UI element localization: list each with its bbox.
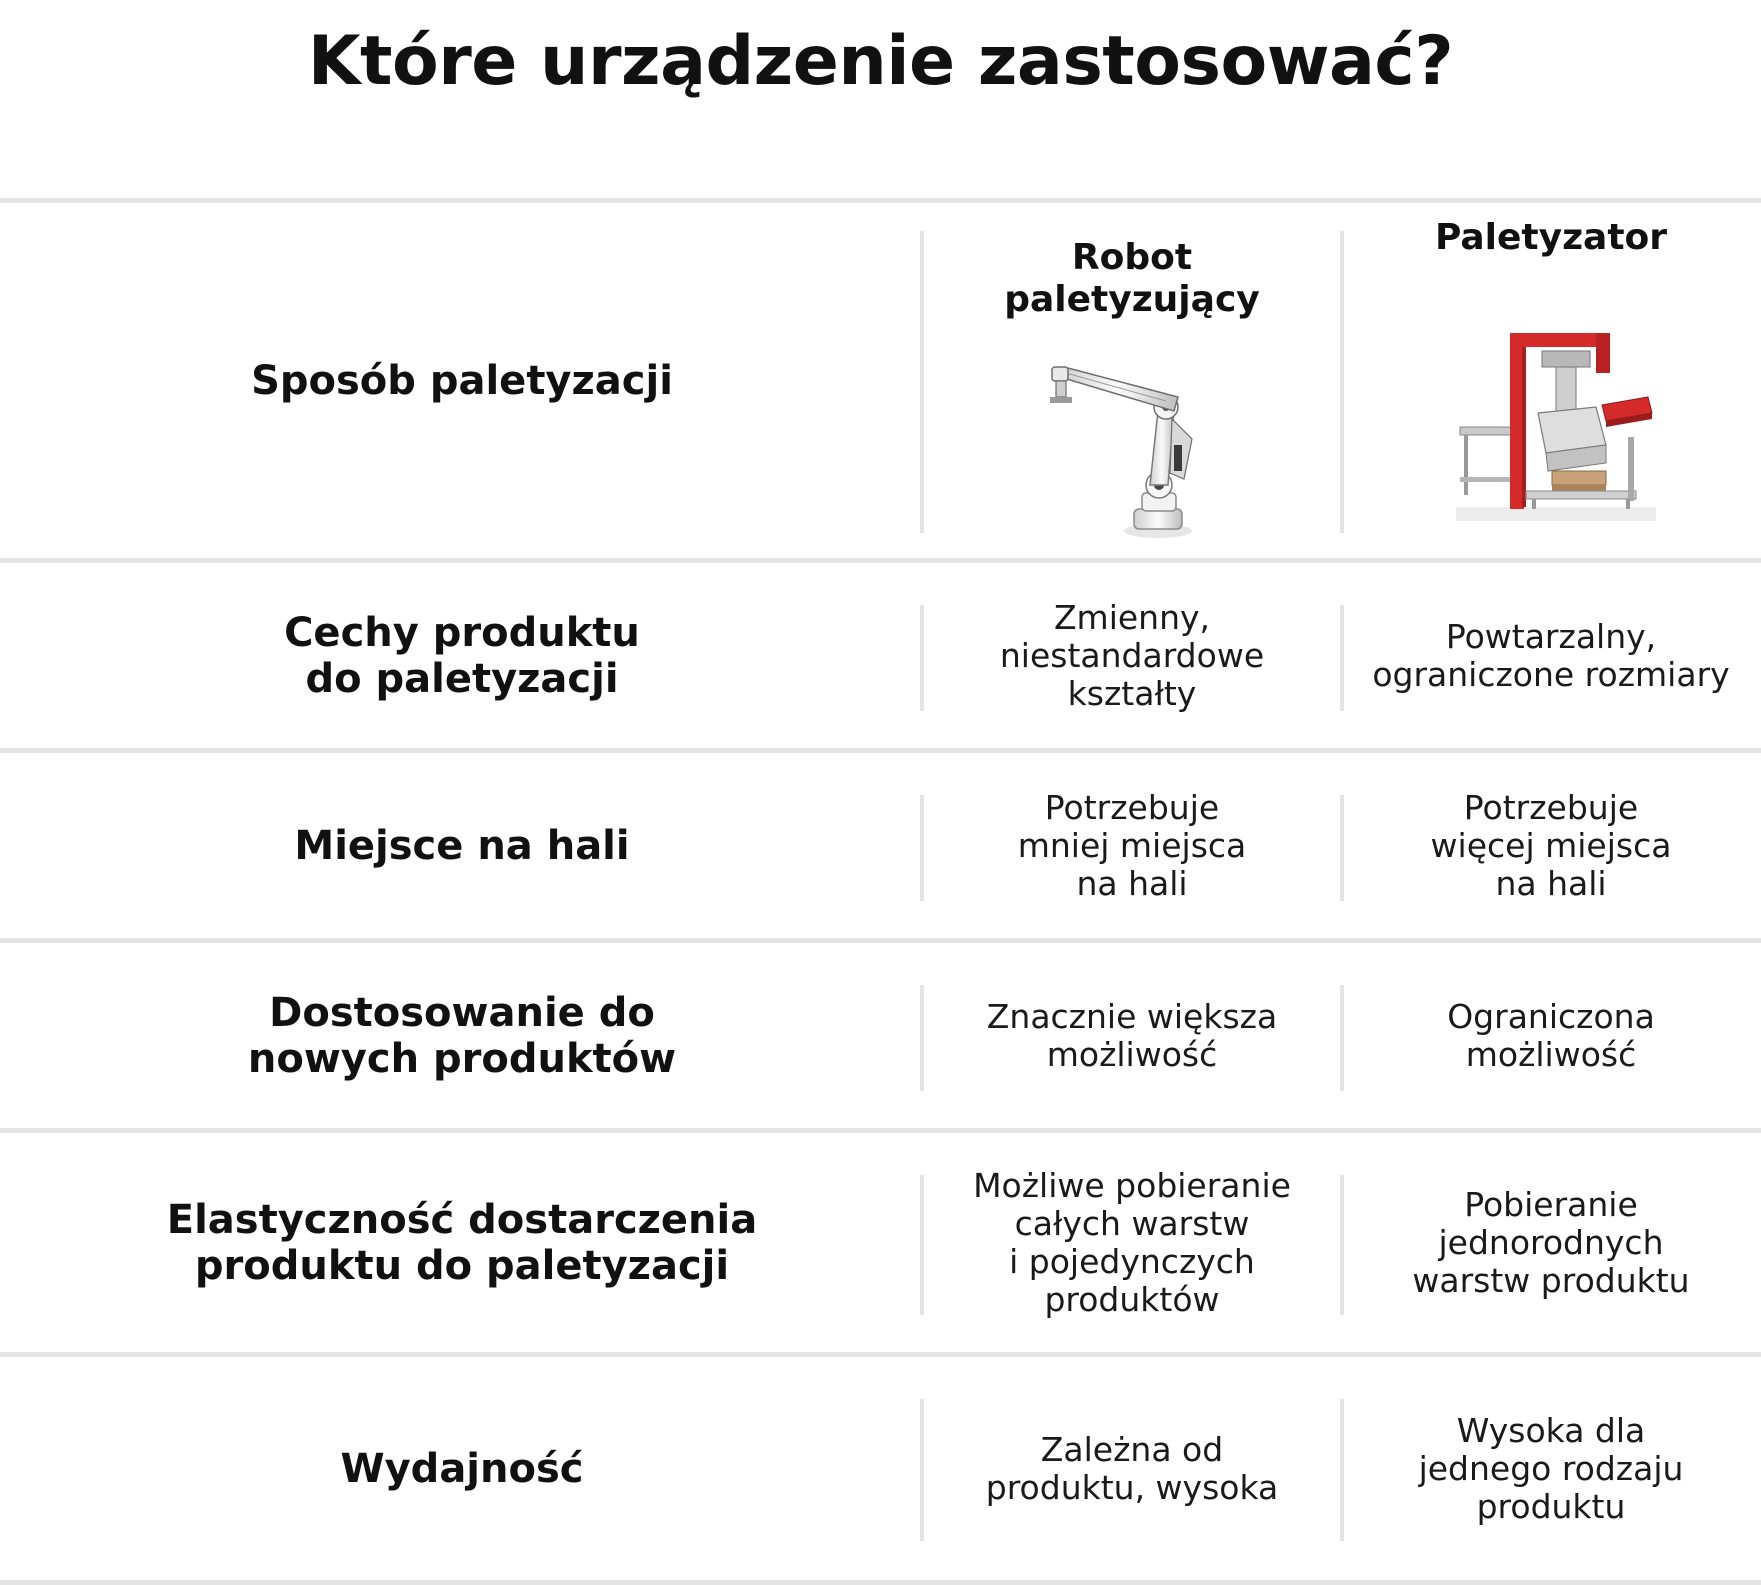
column-header-palletizer-title	[1344, 217, 1758, 259]
table-row	[0, 1357, 1761, 1580]
palletizer-value-line: jednorodnych	[1438, 1222, 1664, 1262]
row-label	[0, 753, 924, 938]
palletizer-value-line: warstw produktu	[1412, 1260, 1690, 1300]
row-label-line: Cechy produktu	[284, 609, 640, 656]
header-row-label	[0, 203, 924, 558]
column-header-robot-line: Robot	[1071, 237, 1193, 278]
robot-value-line: Możliwe pobieranie	[973, 1165, 1291, 1205]
robot-value-line: Zależna od	[1040, 1429, 1224, 1469]
palletizer-value-line: ograniczone rozmiary	[1372, 654, 1730, 694]
column-header-palletizer	[1344, 203, 1758, 558]
palletizer-value-line: Ograniczona	[1447, 996, 1655, 1036]
table-row	[0, 943, 1761, 1128]
row-label-line: do paletyzacji	[305, 655, 619, 702]
column-header-robot-title	[924, 237, 1340, 321]
table-bottom-divider	[0, 1580, 1761, 1585]
table-row	[0, 563, 1761, 748]
palletizer-value-line: możliwość	[1465, 1034, 1637, 1074]
palletizer-value-line: Wysoka dla	[1456, 1410, 1646, 1450]
palletizer-value	[1344, 753, 1758, 938]
palletizer-value-line: na hali	[1495, 863, 1607, 903]
row-label-line: produktu do paletyzacji	[194, 1242, 730, 1289]
palletizer-value	[1344, 563, 1758, 748]
row-label	[0, 1357, 924, 1580]
row-label	[0, 563, 924, 748]
robot-value-line: całych warstw	[1014, 1203, 1250, 1243]
palletizer-value	[1344, 1357, 1758, 1580]
layer-palletizer-machine-image	[1456, 327, 1656, 527]
robot-value-line: możliwość	[1046, 1034, 1218, 1074]
row-label-line: nowych produktów	[247, 1035, 677, 1082]
palletizer-value-line: więcej miejsca	[1430, 825, 1672, 865]
palletizing-robot-arm-image	[1046, 353, 1216, 543]
row-label	[0, 1133, 924, 1352]
robot-value	[924, 943, 1340, 1128]
robot-value-line: i pojedynczych	[1009, 1241, 1255, 1281]
table-row	[0, 1133, 1761, 1352]
table-header-row	[0, 203, 1761, 558]
palletizer-value	[1344, 1133, 1758, 1352]
robot-value	[924, 753, 1340, 938]
column-header-robot	[924, 203, 1340, 558]
robot-value-line: kształty	[1067, 673, 1197, 713]
robot-value-line: Zmienny,	[1053, 597, 1211, 637]
robot-value-line: na hali	[1076, 863, 1188, 903]
palletizer-value-line: Pobieranie	[1464, 1184, 1638, 1224]
robot-value-line: Potrzebuje	[1044, 787, 1220, 827]
header-row-label-text: Sposób paletyzacji	[251, 357, 673, 404]
robot-value-line: Znacznie większa	[986, 996, 1278, 1036]
robot-value-line: niestandardowe	[999, 635, 1265, 675]
table-row	[0, 753, 1761, 938]
page-title: Które urządzenie zastosować?	[307, 22, 1454, 101]
row-label-line: Elastyczność dostarczenia	[166, 1196, 758, 1243]
row-label-line: Wydajność	[340, 1445, 584, 1492]
row-label	[0, 943, 924, 1128]
robot-value	[924, 1133, 1340, 1352]
robot-value-line: produktu, wysoka	[985, 1467, 1279, 1507]
robot-value	[924, 563, 1340, 748]
palletizer-value	[1344, 943, 1758, 1128]
robot-value-line: mniej miejsca	[1017, 825, 1247, 865]
palletizer-value-line: Potrzebuje	[1463, 787, 1639, 827]
robot-value	[924, 1357, 1340, 1580]
palletizer-value-line: produktu	[1476, 1486, 1626, 1526]
row-label-line: Miejsce na hali	[294, 822, 630, 869]
palletizer-value-line: jednego rodzaju	[1418, 1448, 1684, 1488]
robot-value-line: produktów	[1044, 1279, 1220, 1319]
row-label-line: Dostosowanie do	[269, 989, 655, 1036]
column-header-palletizer-line: Paletyzator	[1434, 217, 1668, 258]
palletizer-value-line: Powtarzalny,	[1445, 616, 1657, 656]
column-header-robot-line: paletyzujący	[1004, 279, 1260, 320]
